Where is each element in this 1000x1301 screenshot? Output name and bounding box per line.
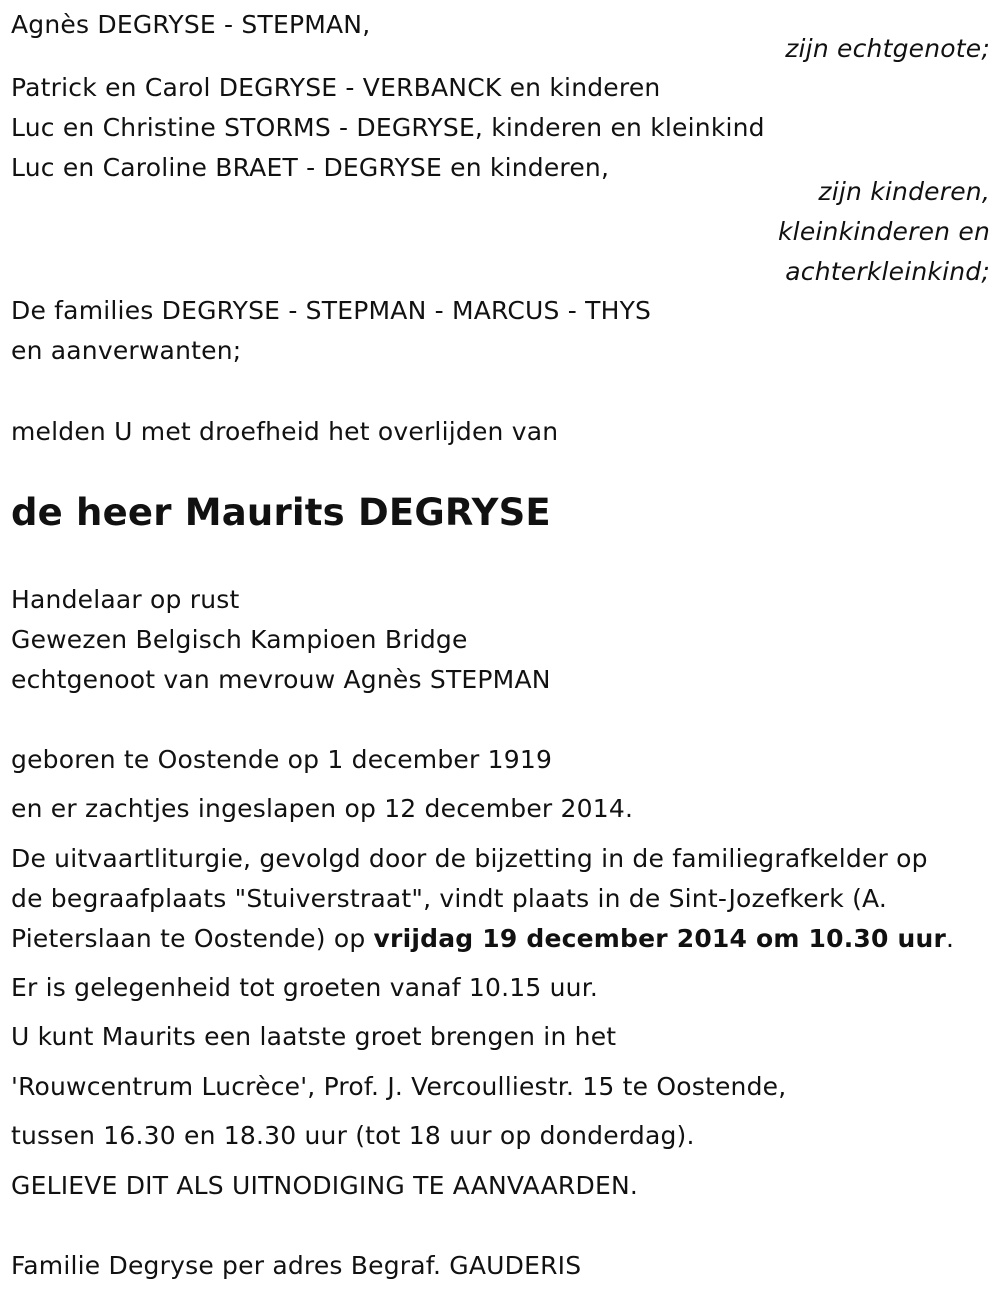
families-line-2: en aanverwanten; [11,336,242,365]
children-role-2: kleinkinderen en [778,217,990,246]
funeral-line-3 [11,924,954,954]
child-line-1: Patrick en Carol DEGRYSE - VERBANCK en kinderen [11,73,661,102]
visit-line-1: U kunt Maurits een laatste groet brengen in het [11,1022,617,1051]
invitation-line: GELIEVE DIT ALS UITNODIGING TE AANVAARDEN. [11,1171,638,1200]
announcement: melden U met droefheid het overlijden van [11,417,559,446]
title-line-1: Handelaar op rust [11,585,240,614]
wife-line: Agnès DEGRYSE - STEPMAN, [11,10,371,39]
visit-line-3: tussen 16.30 en 18.30 uur (tot 18 uur op donderdag). [11,1121,695,1150]
death-line: en er zachtjes ingeslapen op 12 december 2014. [11,794,634,823]
children-role-1: zijn kinderen, [818,177,990,206]
visit-line-2: 'Rouwcentrum Lucrèce', Prof. J. Vercoulliestr. 15 te Oostende, [11,1072,787,1101]
funeral-line-1: De uitvaartliturgie, gevolgd door de bijzetting in de familiegrafkelder op [11,844,928,873]
funeral-datetime: vrijdag 19 december 2014 om 10.30 uur [373,924,947,953]
address-line: Familie Degryse per adres Begraf. GAUDERIS [11,1251,582,1280]
deceased-name: de heer Maurits DEGRYSE [11,491,551,534]
greeting-line: Er is gelegenheid tot groeten vanaf 10.15 uur. [11,973,599,1002]
birth-line: geboren te Oostende op 1 december 1919 [11,745,553,774]
children-role-3: achterkleinkind; [785,257,990,286]
wife-role: zijn echtgenote; [785,34,990,63]
funeral-line-3-end: . [946,924,955,953]
funeral-line-3-start: Pieterslaan te Oostende) op [11,924,374,953]
child-line-3: Luc en Caroline BRAET - DEGRYSE en kinderen, [11,153,610,182]
title-line-3: echtgenoot van mevrouw Agnès STEPMAN [11,665,551,694]
title-line-2: Gewezen Belgisch Kampioen Bridge [11,625,468,654]
funeral-line-2: de begraafplaats "Stuiverstraat", vindt plaats in de Sint-Jozefkerk (A. [11,884,888,913]
families-line-1: De families DEGRYSE - STEPMAN - MARCUS - THYS [11,296,652,325]
child-line-2: Luc en Christine STORMS - DEGRYSE, kinderen en kleinkind [11,113,765,142]
